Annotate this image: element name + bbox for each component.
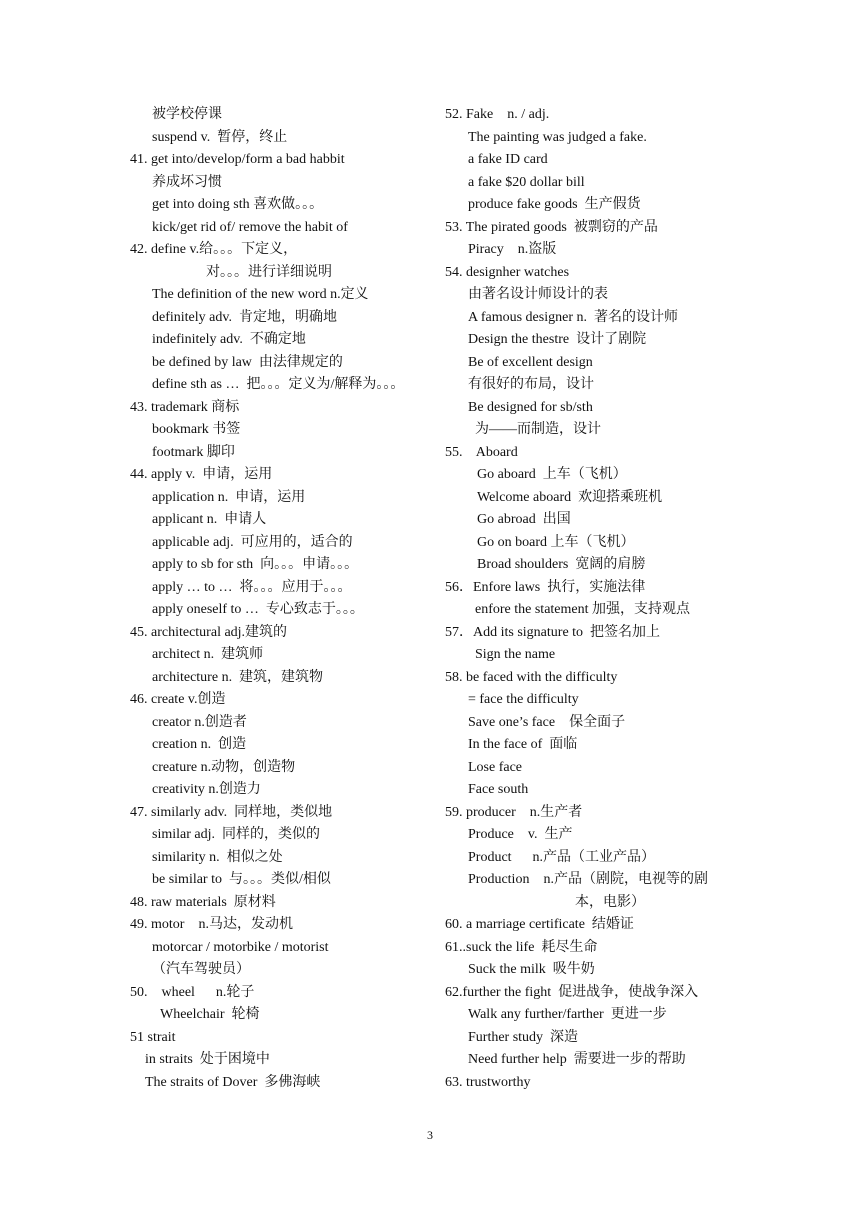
vocab-line: define sth as … 把。。。定义为/解释为。。。 (152, 377, 405, 392)
vocab-line: 62.further the fight 促进战争，使战争深入 (445, 984, 699, 1000)
vocab-line: kick/get rid of/ remove the habit of (152, 219, 348, 235)
vocab-line: Welcome aboard 欢迎搭乘班机 (477, 489, 663, 505)
vocab-line: Produce v. 生产 (468, 827, 573, 842)
vocab-line: Production n.产品（剧院，电视等的剧 (468, 872, 708, 887)
vocab-line: 61..suck the life 耗尽生命 (445, 939, 598, 955)
vocab-line: footmark 脚印 (152, 444, 235, 460)
vocab-line: 48. raw materials 原材料 (130, 894, 276, 910)
vocab-line: 63. trustworthy (445, 1074, 531, 1090)
vocab-line: produce fake goods 生产假货 (468, 197, 641, 212)
vocab-line: Be of excellent design (468, 354, 593, 370)
vocab-line: 56．Enfore laws 执行，实施法律 (445, 579, 646, 595)
vocab-line: 有很好的布局，设计 (468, 377, 594, 392)
vocab-line: 57．Add its signature to 把签名加上 (445, 624, 661, 640)
vocab-line: bookmark 书签 (152, 422, 241, 437)
vocab-line: Piracy n.盗版 (468, 242, 557, 257)
vocab-line: Need further help 需要进一步的帮助 (468, 1052, 686, 1067)
vocab-line: The straits of Dover 多佛海峡 (145, 1074, 321, 1090)
vocab-line: 49. motor n.马达，发动机 (130, 917, 293, 932)
vocab-line: Walk any further/farther 更进一步 (468, 1007, 667, 1022)
vocab-line: （汽车驾驶员） (152, 962, 250, 977)
page-number: 3 (427, 1128, 433, 1142)
vocab-line: Face south (468, 782, 529, 797)
vocab-line: 54. designher watches (445, 264, 570, 280)
vocab-line: 42. define v.给。。。下定义， (130, 242, 298, 257)
vocab-line: application n. 申请，运用 (152, 489, 306, 505)
vocab-line: 43. trademark 商标 (130, 399, 240, 415)
vocab-line: Sign the name (475, 647, 556, 662)
vocab-line: architect n. 建筑师 (152, 647, 264, 662)
vocab-line: a fake $20 dollar bill (468, 174, 585, 190)
vocab-line: 被学校停课 (152, 107, 222, 122)
vocab-line: In the face of 面临 (468, 737, 578, 752)
vocab-line: applicable adj. 可应用的，适合的 (152, 534, 353, 550)
vocab-line: 为——而制造，设计 (475, 422, 601, 437)
vocab-line: 60. a marriage certificate 结婚证 (445, 917, 634, 932)
vocab-line: Lose face (468, 759, 523, 775)
vocab-line: 本，电影） (575, 894, 645, 910)
vocab-line: applicant n. 申请人 (152, 512, 267, 527)
vocab-line: creature n.动物，创造物 (152, 759, 296, 775)
vocab-line: Go aboard 上车（飞机） (477, 467, 627, 482)
vocab-line: enfore the statement 加强，支持观点 (475, 602, 691, 617)
vocab-line: = face the difficulty (468, 692, 579, 707)
vocab-line: indefinitely adv. 不确定地 (152, 332, 306, 347)
vocab-line: 47. similarly adv. 同样地，类似地 (130, 804, 333, 820)
vocab-line: A famous designer n. 著名的设计师 (468, 309, 678, 325)
left-column (130, 104, 430, 1094)
vocab-line: 46. create v.创造 (130, 692, 226, 707)
vocab-line: creativity n.创造力 (152, 782, 261, 797)
vocab-line: apply to sb for sth 向。。。申请。。。 (152, 557, 359, 572)
vocab-line: be similar to 与。。。类似/相似 (152, 872, 331, 887)
vocab-line: 对。。。进行详细说明 (206, 264, 332, 280)
vocab-line: The definition of the new word n.定义 (152, 287, 369, 302)
vocab-line: Further study 深造 (468, 1029, 579, 1045)
vocab-line: 59. producer n.生产者 (445, 804, 583, 820)
vocab-line: Go on board 上车（飞机） (477, 534, 635, 550)
vocab-line: apply oneself to … 专心致志于。。。 (152, 602, 364, 617)
vocab-line: architecture n. 建筑，建筑物 (152, 669, 324, 685)
vocab-line: Product n.产品（工业产品） (468, 849, 656, 865)
vocab-line: creation n. 创造 (152, 737, 247, 752)
vocab-line: 51 strait (130, 1029, 176, 1045)
vocab-line: 53. The pirated goods 被剽窃的产品 (445, 219, 658, 235)
vocab-line: in straits 处于困境中 (145, 1052, 270, 1067)
vocab-line: The painting was judged a fake. (468, 129, 647, 145)
vocab-line: get into doing sth 喜欢做。。。 (152, 197, 324, 212)
vocab-line: Be designed for sb/sth (468, 399, 593, 415)
vocab-line: creator n.创造者 (152, 714, 247, 730)
right-column (445, 104, 745, 1094)
vocab-line: motorcar / motorbike / motorist (152, 939, 329, 955)
vocab-line: a fake ID card (468, 152, 548, 167)
vocab-line: similar adj. 同样的，类似的 (152, 827, 320, 842)
vocab-line: 45. architectural adj.建筑的 (130, 624, 288, 640)
vocab-line: Go abroad 出国 (477, 512, 571, 527)
vocab-line: Save one’s face 保全面子 (468, 714, 626, 730)
vocab-line: 养成坏习惯 (152, 174, 222, 190)
vocab-line: Broad shoulders 宽阔的肩膀 (477, 557, 646, 572)
vocab-line: Wheelchair 轮椅 (160, 1007, 260, 1022)
vocab-line: suspend v. 暂停，终止 (152, 129, 288, 145)
vocab-line: 50. wheel n.轮子 (130, 984, 255, 1000)
vocab-line: 41. get into/develop/form a bad habbit (130, 152, 345, 167)
vocab-line: similarity n. 相似之处 (152, 849, 283, 865)
vocab-line: 由著名设计师设计的表 (468, 287, 608, 302)
vocab-line: Design the thestre 设计了剧院 (468, 332, 647, 347)
vocab-line: Suck the milk 吸牛奶 (468, 962, 595, 977)
vocab-line: be defined by law 由法律规定的 (152, 354, 343, 370)
vocab-line: apply … to … 将。。。应用于。。。 (152, 579, 352, 595)
vocab-line: 58. be faced with the difficulty (445, 669, 618, 685)
vocab-line: definitely adv. 肯定地，明确地 (152, 309, 337, 325)
vocab-line: 55. Aboard (445, 444, 518, 460)
vocab-line: 44. apply v. 申请，运用 (130, 467, 273, 482)
vocab-line: 52. Fake n. / adj. (445, 107, 550, 122)
